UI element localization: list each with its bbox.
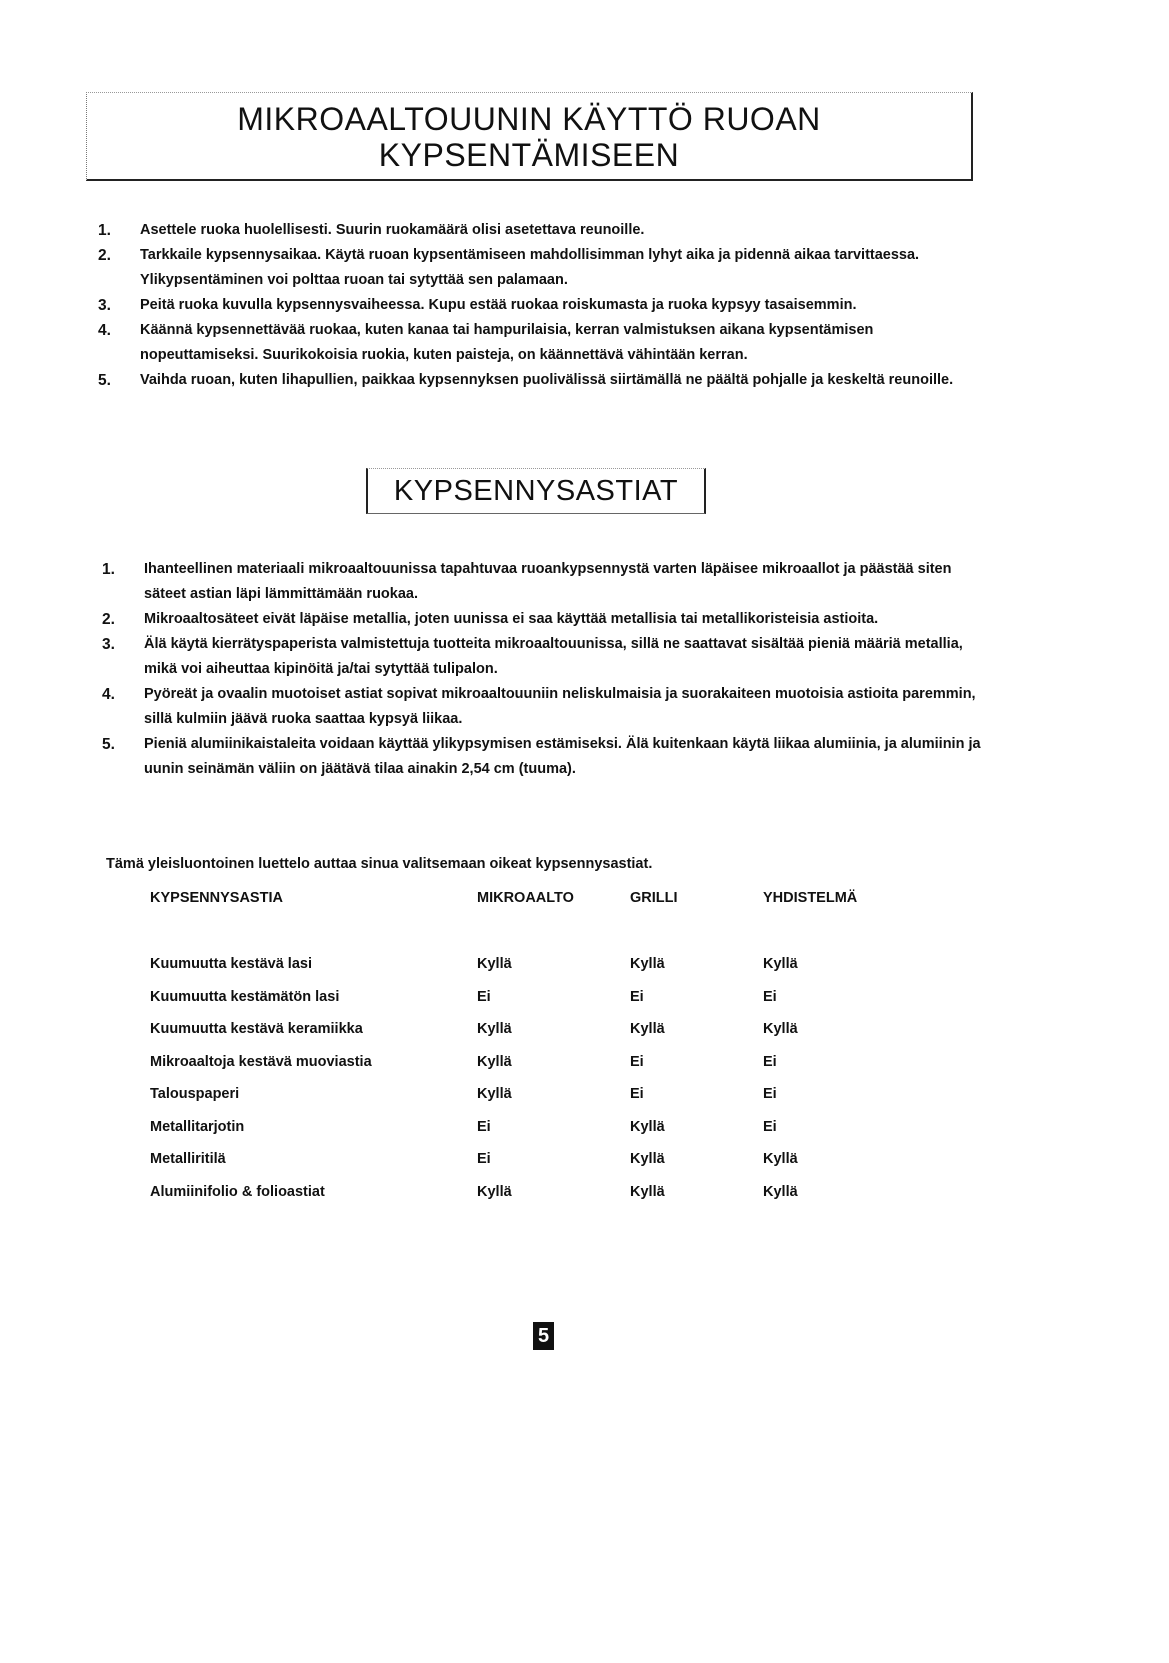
list-item [98,318,978,368]
list-item-number: 1. [102,561,115,578]
table-cell: Kyllä [763,1151,798,1168]
table-cell: Ei [630,1053,644,1070]
table-cell: Kyllä [630,956,665,973]
table-cell: Kyllä [630,1151,665,1168]
list-item-text: Vaihda ruoan, kuten lihapullien, paikkaa kypsennyksen puolivälissä siirtämällä ne päältä pohjalle ja keskeltä reunoille. [140,372,954,388]
list-item [98,368,978,393]
page-number: 5 [533,1322,554,1350]
list-item-number: 3. [98,297,111,314]
page-title-box [86,92,973,181]
table-row [150,1143,923,1176]
table-cell: Ei [477,988,491,1005]
table-cell: Kyllä [763,956,798,973]
list-item-text: Käännä kypsennettävää ruokaa, kuten kanaa tai hampurilaisia, kerran valmistuksen aikana kypsentämisen nopeuttamiseksi. Suurikokoisia ruokia, kuten paisteja, on käännettävä vähintään kerran. [140,322,874,363]
page-title-line2: KYPSENTÄMISEEN [378,137,680,173]
table-row [150,1046,923,1079]
column-header: YHDISTELMÄ [763,890,858,906]
list-item-text: Pieniä alumiinikaistaleita voidaan käyttää ylikypsymisen estämiseksi. Älä kuitenkaan käytä liikaa alumiinia, ja alumiinin ja uunin seinämän väliin on jäätävä tilaa ainakin 2,54 cm (tuuma). [144,736,981,777]
table-cell: Kyllä [763,1021,798,1038]
table-cell: Ei [763,1053,777,1070]
list-item-number: 4. [102,686,115,703]
table-cell: Ei [763,1086,777,1103]
list-item-text: Pyöreät ja ovaalin muotoiset astiat sopivat mikroaaltouuniin neliskulmaisia ja suorakaiteen muotoisia astioita paremmin, sillä kulmiin jäävä ruoka saattaa kypsyä liikaa. [144,686,976,727]
table-row [150,1111,923,1144]
column-header: KYPSENNYSASTIA [150,890,283,906]
list-item-number: 2. [102,611,115,628]
list-item-number: 5. [98,372,111,389]
cookware-tips-list [102,557,982,782]
list-item-number: 1. [98,222,111,239]
cooking-tips-list [98,218,978,393]
list-item [102,557,982,607]
table-cell: Kyllä [630,1021,665,1038]
table-cell: Kuumuutta kestämätön lasi [150,988,340,1005]
table-cell: Metallitarjotin [150,1118,245,1135]
section-title: KYPSENNYSASTIAT [366,468,706,514]
table-header-row [150,878,923,918]
table-cell: Alumiinifolio & folioastiat [150,1183,325,1200]
table-cell: Kuumuutta kestävä keramiikka [150,1021,363,1038]
column-header: MIKROAALTO [477,890,574,906]
list-item-text: Tarkkaile kypsennysaikaa. Käytä ruoan kypsentämiseen mahdollisimman lyhyt aika ja pidennä aikaa tarvittaessa. Ylikypsentäminen voi polttaa ruoan tai sytyttää sen palamaan. [140,247,920,288]
table-row [150,1176,923,1209]
table-cell: Kyllä [477,956,512,973]
list-item-text: Peitä ruoka kuvulla kypsennysvaiheessa. Kupu estää ruokaa roiskumasta ja ruoka kypsyy tasaisemmin. [140,297,857,313]
spacer-cell [150,918,923,948]
table-cell: Ei [630,988,644,1005]
table-cell: Ei [477,1118,491,1135]
list-item-number: 5. [102,736,115,753]
table-cell: Kyllä [763,1183,798,1200]
table-cell: Kyllä [630,1118,665,1135]
list-item [102,682,982,732]
table-cell: Metalliritilä [150,1151,226,1168]
table-intro: Tämä yleisluontoinen luettelo auttaa sinua valitsemaan oikeat kypsennysastiat. [106,856,653,872]
list-item [102,632,982,682]
table-cell: Kuumuutta kestävä lasi [150,956,312,973]
list-item-text: Ihanteellinen materiaali mikroaaltouunissa tapahtuvaa ruoankypsennystä varten läpäisee mikroaallot ja päästää siten säteet astian läpi lämmittämään ruokaa. [144,561,952,602]
list-item [98,293,978,318]
table-cell: Kyllä [630,1183,665,1200]
list-item-text: Asettele ruoka huolellisesti. Suurin ruokamäärä olisi asetettava reunoille. [140,222,645,238]
cookware-table [150,878,923,1208]
table-cell: Kyllä [477,1086,512,1103]
list-item [102,607,982,632]
table-row [150,948,923,981]
list-item-number: 4. [98,322,111,339]
table-row [150,1078,923,1111]
table-row [150,981,923,1014]
table-cell: Kyllä [477,1183,512,1200]
page-title-line1: MIKROAALTOUUNIN KÄYTTÖ RUOAN [237,101,821,137]
table-cell: Ei [477,1151,491,1168]
table-cell: Mikroaaltoja kestävä muoviastia [150,1053,372,1070]
column-header: GRILLI [630,890,678,906]
table-cell: Kyllä [477,1021,512,1038]
list-item-number: 2. [98,247,111,264]
table-cell: Kyllä [477,1053,512,1070]
table-cell: Talouspaperi [150,1086,240,1103]
table-cell: Ei [763,1118,777,1135]
list-item [102,732,982,782]
table-cell: Ei [630,1086,644,1103]
list-item [98,243,978,293]
list-item-text: Mikroaaltosäteet eivät läpäise metallia, joten uunissa ei saa käyttää metallisia tai metallikoristeisia astioita. [144,611,879,627]
table-cell: Ei [763,988,777,1005]
list-item [98,218,978,243]
list-item-number: 3. [102,636,115,653]
table-spacer [150,918,923,948]
list-item-text: Älä käytä kierrätyspaperista valmistettuja tuotteita mikroaaltouunissa, sillä ne saattavat sisältää pieniä määriä metallia, mikä voi aiheuttaa kipinöitä ja/tai sytyttää tulipalon. [144,636,963,677]
table-row [150,1013,923,1046]
